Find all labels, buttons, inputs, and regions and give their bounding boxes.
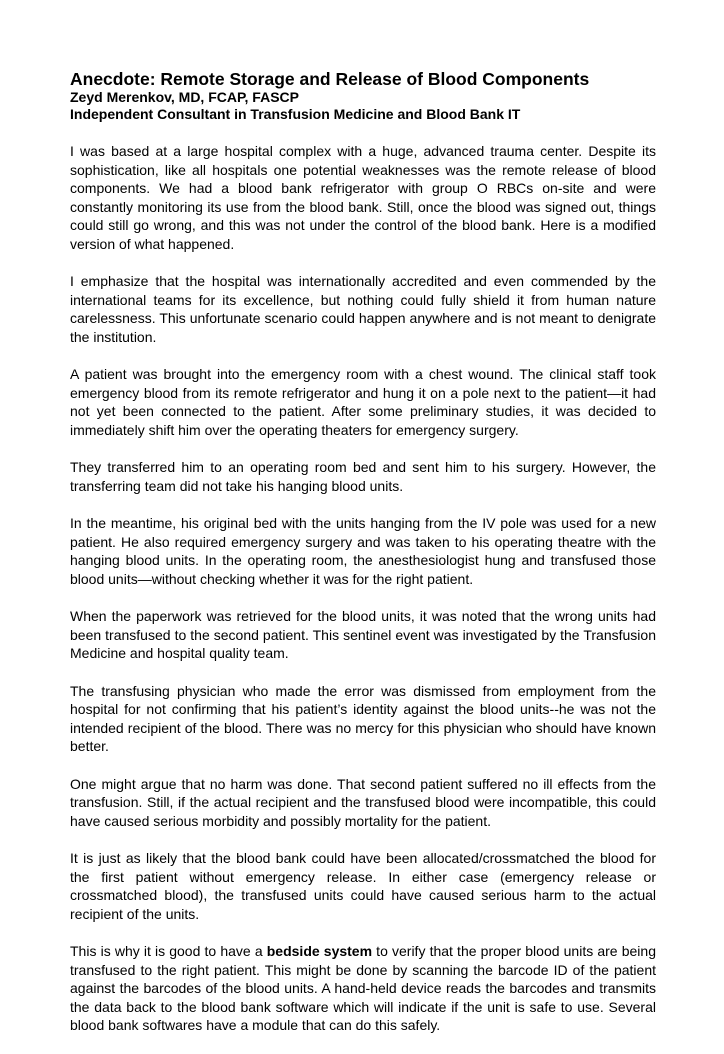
paragraph-second-patient: In the meantime, his original bed with the units hanging from the IV pole was used for a new patient. He also required emergency surgery and was taken to his operating theatre with the hanging blood units. In the operating room, the anesthesiologist hung and transfused those blood units—without checking whether it was for the right patient.	[70, 515, 656, 587]
author-line: Zeyd Merenkov, MD, FCAP, FASCP	[70, 89, 299, 105]
paragraph-transfer: They transferred him to an operating room bed and sent him to his surgery. However, the transferring team did not take his hanging blood units.	[70, 459, 656, 494]
paragraph-accreditation: I emphasize that the hospital was internationally accredited and even commended by the international teams for its excellence, but nothing could fully shield it from human nature carelessness. This unfortunate scenario could happen anywhere and is not meant to denigrate the institution.	[70, 273, 656, 345]
paragraph-investigation: When the paperwork was retrieved for the blood units, it was noted that the wrong units had been transfused to the second patient. This sentinel event was investigated by the Transfusion Medicine and hospital quality team.	[70, 608, 656, 661]
paragraph-no-harm: One might argue that no harm was done. That second patient suffered no ill effects from the transfusion. Still, if the actual recipient and the transfused blood were incompatible, this could have caused serious morbidity and possibly mortality for the patient.	[70, 775, 656, 829]
document-title: Anecdote: Remote Storage and Release of Blood Components	[70, 69, 590, 89]
paragraph-crossmatch: It is just as likely that the blood bank could have been allocated/crossmatched the blood for the first patient without emergency release. In either case (emergency release or crossmatched blood), the transfused units could have caused serious harm to the actual recipient of the units.	[70, 850, 656, 922]
paragraph-patient-arrival: A patient was brought into the emergency room with a chest wound. The clinical staff took emergency blood from its remote refrigerator and hung it on a pole next to the patient—it had not yet been connected to the patient. After some preliminary studies, it was decided to immediately shift him over the operating theaters for emergency surgery.	[70, 366, 656, 438]
bedside-text-before: This is why it is good to have a	[70, 943, 267, 959]
paragraph-bedside-system	[70, 942, 656, 1035]
document-body	[70, 142, 656, 1035]
bedside-system-emphasis: bedside system	[266, 943, 373, 959]
affiliation-line: Independent Consultant in Transfusion Medicine and Blood Bank IT	[70, 106, 521, 122]
paragraph-dismissal: The transfusing physician who made the error was dismissed from employment from the hospital for not confirming that his patient’s identity against the blood units--he was not the intended recipient of the blood. There was no mercy for this physician who should have known better.	[70, 682, 656, 754]
paragraph-intro: I was based at a large hospital complex with a huge, advanced trauma center. Despite its sophistication, like all hospitals one potential weaknesses was the remote release of blood components. We had a blood bank refrigerator with group O RBCs on-site and were constantly monitoring its use from the blood bank. Still, once the blood was signed out, things could still go wrong, and this was not under the control of the blood bank. Here is a modified version of what happened.	[70, 143, 656, 252]
bedside-text-after: to verify that the proper blood units are being transfused to the right patient. This might be done by scanning the barcode ID of the patient against the barcodes of the blood units. A hand-held device reads the barcodes and transmits the data back to the blood bank software which will indicate if the unit is safe to use. Several blood bank softwares have a module that can do this safely.	[70, 943, 656, 1033]
document-page	[70, 69, 656, 1054]
